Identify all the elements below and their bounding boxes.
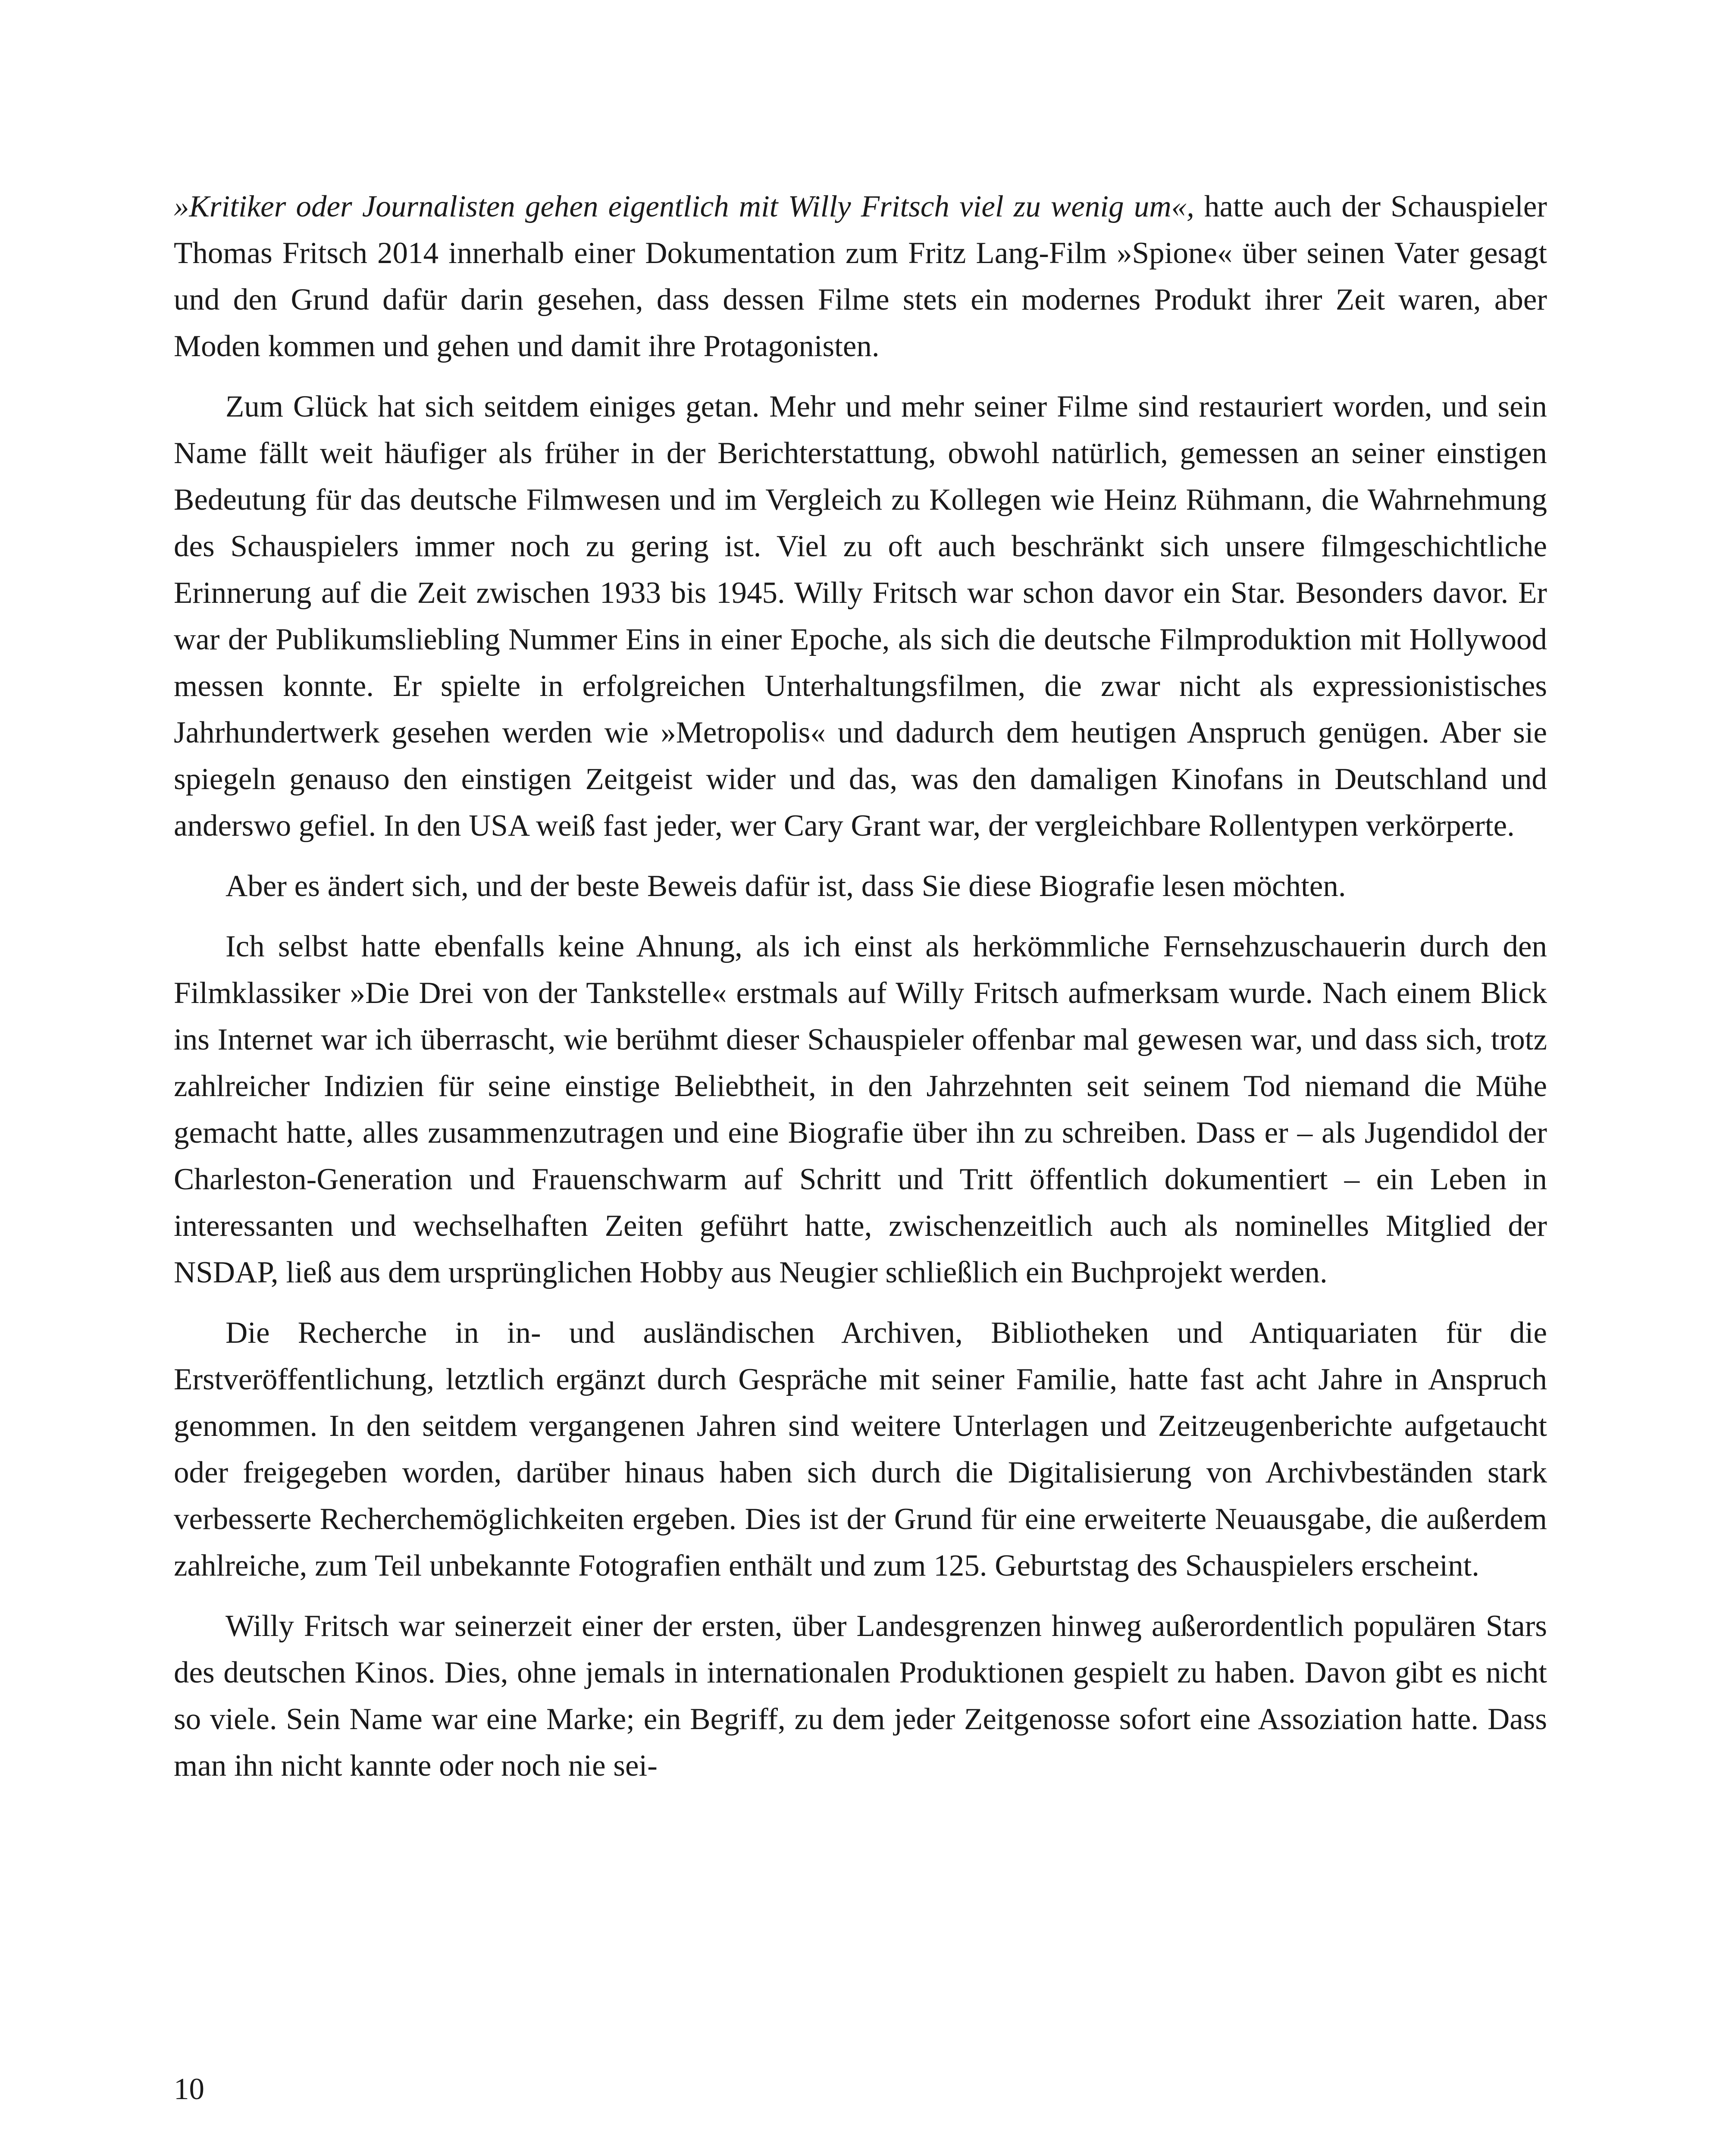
body-text xyxy=(174,183,1547,1789)
page-number: 10 xyxy=(174,2072,204,2106)
paragraph-2: Zum Glück hat sich seitdem einiges getan. Mehr und mehr seiner Filme sind restauriert worden, und sein Name fällt weit häufiger als früher in der Berichterstattung, obwohl natürlich, gemessen an seiner einstigen Bedeutung für das deutsche Filmwesen und im Vergleich zu Kollegen wie Heinz Rühmann, die Wahrnehmung des Schauspielers immer noch zu gering ist. Viel zu oft auch beschränkt sich unsere filmgeschichtliche Erinnerung auf die Zeit zwischen 1933 bis 1945. Willy Fritsch war schon davor ein Star. Besonders davor. Er war der Publikumsliebling Nummer Eins in einer Epoche, als sich die deutsche Filmproduktion mit Hollywood messen konnte. Er spielte in erfolgreichen Unterhaltungsfilmen, die zwar nicht als expressionistisches Jahrhundertwerk gesehen werden wie »Metropolis« und dadurch dem heutigen Anspruch genügen. Aber sie spiegeln genauso den einstigen Zeitgeist wider und das, was den damaligen Kinofans in Deutschland und anderswo gefiel. In den USA weiß fast jeder, wer Cary Grant war, der vergleichbare Rollentypen verkörperte. xyxy=(174,390,1547,843)
paragraph-6: Willy Fritsch war seinerzeit einer der ersten, über Landesgrenzen hinweg außerordentlich populären Stars des deutschen Kinos. Dies, ohne jemals in internationalen Produktionen gespielt zu haben. Davon gibt es nicht so viele. Sein Name war eine Marke; ein Begriff, zu dem jeder Zeitgenosse sofort eine Assoziation hatte. Dass man ihn nicht kannte oder noch nie sei- xyxy=(174,1609,1547,1783)
paragraph-1 xyxy=(174,183,1547,370)
paragraph-5: Die Recherche in in- und ausländischen Archiven, Bibliotheken und Antiquariaten für die Erstveröffentlichung, letztlich ergänzt durch Gespräche mit seiner Familie, hatte fast acht Jahre in Anspruch genommen. In den seitdem vergangenen Jahren sind weitere Unterlagen und Zeitzeugenberichte aufgetaucht oder freigegeben worden, darüber hinaus haben sich durch die Digitalisierung von Archivbeständen stark verbesserte Recherchemöglichkeiten ergeben. Dies ist der Grund für eine erweiterte Neuausgabe, die außerdem zahlreiche, zum Teil unbekannte Fotografien enthält und zum 125. Geburtstag des Schauspielers erscheint. xyxy=(174,1316,1547,1583)
paragraph-4: Ich selbst hatte ebenfalls keine Ahnung, als ich einst als herkömmliche Fernsehzuschauerin durch den Filmklassiker »Die Drei von der Tankstelle« erstmals auf Willy Fritsch aufmerksam wurde. Nach einem Blick ins Internet war ich überrascht, wie berühmt dieser Schauspieler offenbar mal gewesen war, und dass sich, trotz zahlreicher Indizien für seine einstige Beliebtheit, in den Jahrzehnten seit seinem Tod niemand die Mühe gemacht hatte, alles zusammenzutragen und eine Biografie über ihn zu schreiben. Dass er – als Jugendidol der Charleston-Generation und Frauenschwarm auf Schritt und Tritt öffentlich dokumentiert – ein Leben in interessanten und wechselhaften Zeiten geführt hatte, zwischenzeitlich auch als nominelles Mitglied der NSDAP, ließ aus dem ursprünglichen Hobby aus Neugier schließlich ein Buchprojekt werden. xyxy=(174,930,1547,1289)
opening-quote: »Kritiker oder Journalisten gehen eigentlich mit Willy Fritsch viel zu wenig um«, xyxy=(174,190,1194,223)
paragraph-1-text: hatte auch der Schauspieler Thomas Fritsch 2014 innerhalb einer Dokumentation zum Fritz Lang-Film »Spione« über seinen Vater gesagt und den Grund dafür darin gesehen, dass dessen Filme stets ein modernes Produkt ihrer Zeit waren, aber Moden kommen und gehen und damit ihre Protagonisten. xyxy=(174,190,1547,363)
paragraph-3: Aber es ändert sich, und der beste Beweis dafür ist, dass Sie diese Biografie lesen möchten. xyxy=(226,869,1346,903)
